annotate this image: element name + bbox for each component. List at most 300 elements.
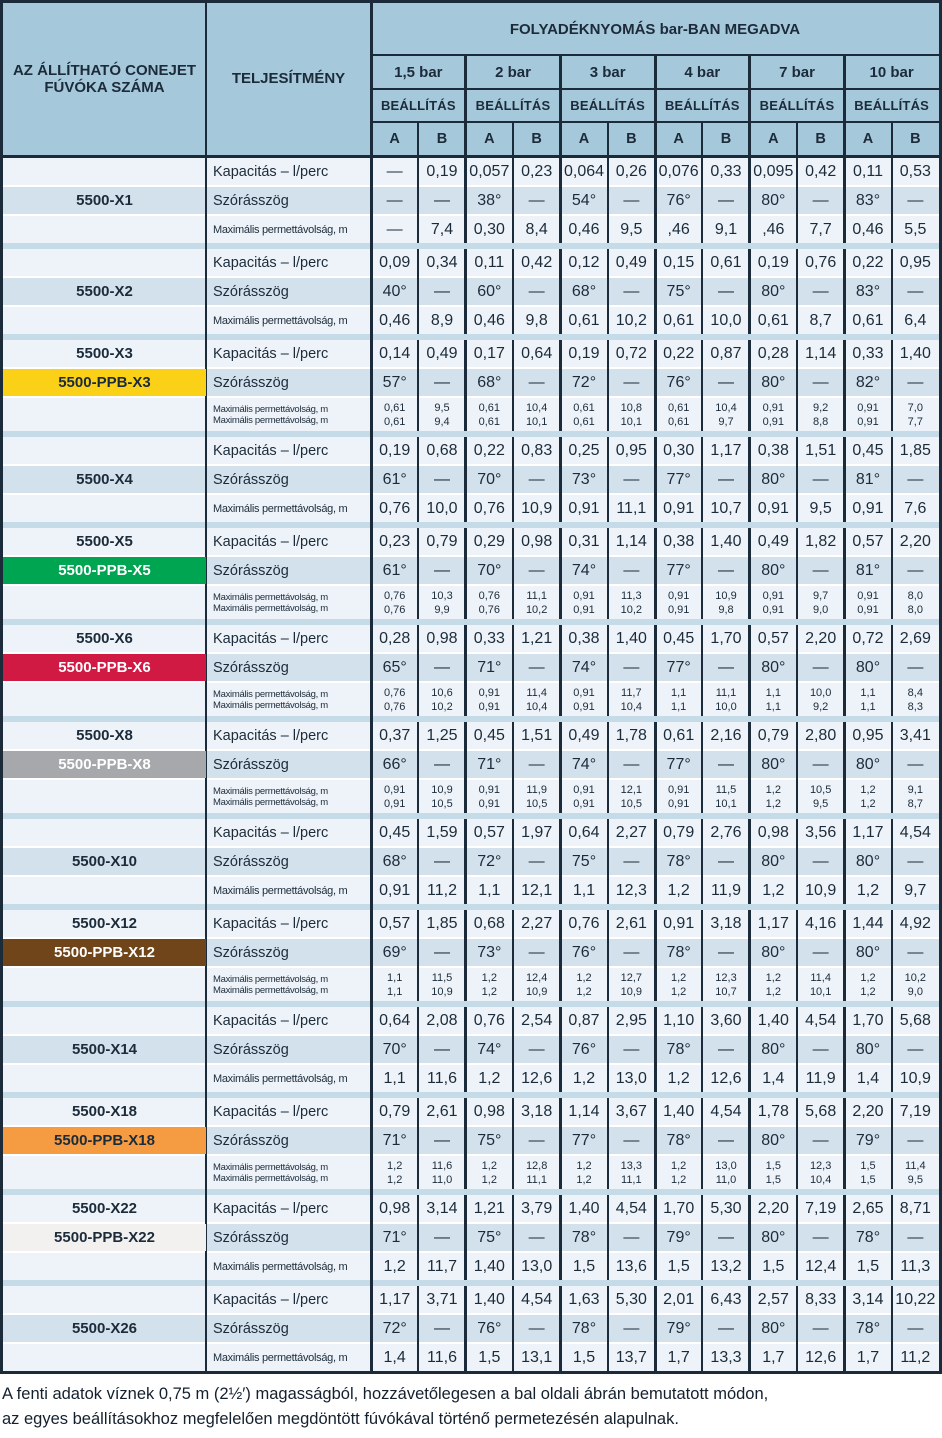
data-value-line: 1,2 (671, 985, 687, 998)
data-cell: 1,70 (852, 1011, 884, 1029)
data-cell: — (528, 943, 545, 961)
data-cell: 4,54 (615, 1199, 647, 1217)
data-cell: — (812, 470, 829, 488)
data-cell: — (528, 1131, 545, 1149)
data-cell: 2,80 (805, 726, 837, 744)
data-cell: — (717, 561, 734, 579)
data-cell: 12,3 (615, 881, 647, 899)
data-value-line: 1,2 (481, 971, 497, 984)
data-value-line: 1,1 (671, 686, 687, 699)
data-cell: 0,95 (899, 253, 931, 271)
data-cell: — (907, 943, 924, 961)
vertical-divider (654, 55, 657, 155)
data-cell: 9,8 (525, 311, 548, 329)
data-value-line: 9,7 (718, 415, 734, 428)
data-value-line: 12,8 (525, 1159, 548, 1172)
row-label-capacity: Kapacitás – l/perc (213, 915, 329, 932)
data-cell: 2,20 (805, 629, 837, 647)
data-cell: 13,2 (710, 1257, 742, 1275)
footnote (0, 1374, 942, 1438)
data-cell: 6,4 (904, 311, 927, 329)
row-label-angle: Szórásszög (213, 1320, 289, 1337)
data-cell: 13,7 (615, 1348, 647, 1366)
data-cell: 2,20 (757, 1199, 789, 1217)
data-cell: 80° (855, 755, 881, 773)
data-cell: 11,6 (427, 1348, 457, 1366)
data-value-line: 0,91 (573, 589, 595, 602)
data-cell: 1,14 (805, 344, 837, 362)
data-cell (560, 683, 607, 716)
data-cell: 0,46 (379, 311, 411, 329)
data-value-line: 9,8 (718, 603, 734, 616)
data-cell: — (907, 282, 924, 300)
data-value-line: 1,2 (671, 1159, 687, 1172)
data-cell: 0,31 (568, 532, 600, 550)
data-cell: 0,53 (899, 162, 931, 180)
header-pressure-6: 10 bar (869, 63, 914, 81)
data-cell (702, 683, 749, 716)
data-cell: 78° (666, 852, 691, 870)
data-cell: 75° (477, 1228, 502, 1246)
data-cell: — (623, 470, 640, 488)
data-cell: 3,18 (710, 914, 742, 932)
data-cell (418, 1156, 465, 1189)
ppb-color-band: 5500-PPB-X18 (3, 1127, 206, 1154)
data-cell: 80° (855, 1040, 881, 1058)
data-cell: — (717, 658, 734, 676)
ppb-color-band: 5500-PPB-X5 (3, 557, 206, 584)
data-cell: — (528, 658, 545, 676)
data-cell: — (433, 1040, 450, 1058)
data-cell: 0,68 (426, 441, 458, 459)
header-setting-2: BEÁLLÍTÁS (475, 98, 551, 113)
data-cell: — (433, 1319, 450, 1337)
vertical-divider (843, 55, 846, 155)
data-cell: 7,7 (809, 220, 832, 238)
data-cell: — (623, 852, 640, 870)
data-cell: 77° (571, 1131, 597, 1149)
data-cell (418, 683, 465, 716)
data-cell: 1,5 (572, 1348, 596, 1366)
data-cell: 80° (761, 561, 786, 579)
data-cell: 80° (761, 1319, 786, 1337)
data-cell (655, 586, 702, 619)
data-cell: 0,79 (663, 823, 695, 841)
data-cell: 0,49 (757, 532, 789, 550)
data-cell: 1,40 (473, 1290, 505, 1308)
data-cell: 70° (477, 561, 502, 579)
data-cell: 1,51 (521, 726, 553, 744)
data-cell: 76° (571, 943, 597, 961)
row-label-distance (206, 968, 371, 1001)
data-cell (418, 968, 465, 1001)
data-cell (797, 780, 844, 813)
model-label: 5500-X22 (71, 1200, 138, 1217)
data-cell: 7,19 (805, 1199, 837, 1217)
data-cell (466, 586, 513, 619)
data-value-line: 0,61 (478, 415, 501, 428)
data-value-line: 1,2 (860, 971, 876, 984)
data-cell: 1,14 (615, 532, 647, 550)
header-sub-b: B (815, 130, 826, 147)
data-cell: 78° (855, 1319, 881, 1337)
data-cell: 7,4 (430, 220, 454, 238)
data-cell: 0,79 (757, 726, 789, 744)
data-value-line: 7,7 (907, 415, 923, 428)
row-label-distance-line: Maximális permettávolság, m (213, 1172, 328, 1184)
data-value-line: 0,76 (383, 603, 406, 616)
data-cell: 2,20 (899, 532, 931, 550)
data-cell: 1,7 (667, 1348, 690, 1366)
data-cell: ,46 (762, 220, 785, 238)
data-cell: 0,61 (663, 726, 695, 744)
data-value-line: 8,0 (907, 603, 923, 616)
row-label-distance: Maximális permettávolság, m (213, 223, 348, 236)
row-label-angle: Szórásszög (213, 944, 289, 961)
vertical-divider (748, 55, 751, 155)
data-value-line: 1,2 (765, 985, 781, 998)
data-cell: 1,4 (856, 1069, 880, 1087)
row-label-capacity: Kapacitás – l/perc (213, 345, 329, 362)
data-cell: 1,40 (757, 1011, 789, 1029)
data-value-line: 11,1 (526, 589, 547, 602)
section-5500-X1 (3, 158, 939, 243)
data-cell: — (623, 1131, 640, 1149)
data-cell: 0,76 (379, 499, 411, 517)
data-cell: 0,61 (568, 311, 600, 329)
data-cell: 80° (761, 373, 786, 391)
data-cell: 9,7 (904, 881, 927, 899)
data-cell (750, 1156, 797, 1189)
data-cell: — (433, 282, 450, 300)
data-cell: 2,65 (852, 1199, 884, 1217)
data-cell: — (623, 1319, 640, 1337)
data-cell: 1,2 (383, 1257, 406, 1275)
header-setting-5: BEÁLLÍTÁS (759, 98, 835, 113)
data-cell: — (528, 561, 545, 579)
data-cell: — (433, 561, 450, 579)
data-cell: 0,28 (379, 629, 411, 647)
data-cell: — (907, 470, 924, 488)
data-value-line: 1,5 (860, 1173, 876, 1186)
row-label-distance: Maximális permettávolság, m (213, 1072, 348, 1085)
header-pressure-5: 7 bar (779, 63, 815, 81)
data-cell: 8,4 (525, 220, 548, 238)
data-cell (797, 586, 844, 619)
data-cell: — (623, 282, 640, 300)
data-cell: 0,76 (473, 1011, 505, 1029)
data-cell: — (812, 561, 829, 579)
data-value-line: 1,2 (765, 797, 781, 810)
data-cell: 2,57 (757, 1290, 789, 1308)
data-cell: 61° (382, 470, 407, 488)
data-cell: 4,16 (805, 914, 837, 932)
data-cell: — (433, 1131, 450, 1149)
row-label-distance (206, 398, 371, 431)
header-sub-b: B (436, 130, 448, 147)
section-5500-X10 (3, 819, 939, 904)
header-sub-b: B (626, 130, 637, 147)
data-cell: 40° (382, 282, 407, 300)
data-cell: 13,0 (615, 1069, 647, 1087)
row-label-distance-line: Maximális permettávolság, m (213, 984, 328, 996)
data-cell: 80° (761, 852, 786, 870)
data-cell (608, 1156, 655, 1189)
data-cell: — (812, 1131, 829, 1149)
data-value-line: 0,91 (667, 603, 690, 616)
data-value-line: 12,4 (525, 971, 548, 984)
data-cell (655, 398, 702, 431)
data-cell: 0,19 (379, 441, 411, 459)
data-cell: 81° (855, 561, 881, 579)
data-cell: 1,7 (856, 1348, 880, 1366)
data-value-line: 8,8 (813, 415, 829, 428)
data-cell: 54° (571, 191, 597, 209)
data-cell: — (623, 658, 640, 676)
data-cell: 0,64 (521, 344, 553, 362)
data-cell: 80° (761, 1228, 786, 1246)
data-value-line: 10,5 (620, 797, 643, 810)
data-value-line: 1,2 (671, 971, 687, 984)
data-value-line: 9,7 (813, 589, 829, 602)
data-cell: 80° (761, 943, 786, 961)
data-value-line: 10,2 (431, 700, 453, 713)
data-cell (560, 780, 607, 813)
data-cell: — (717, 1040, 734, 1058)
row-label-distance: Maximális permettávolság, m (213, 1260, 348, 1273)
header-pressure-2: 2 bar (495, 63, 531, 81)
data-cell: 0,68 (473, 914, 505, 932)
data-cell: 2,54 (521, 1011, 553, 1029)
horizontal-divider (371, 54, 939, 56)
horizontal-divider (371, 121, 939, 123)
data-value-line: 0,61 (667, 415, 690, 428)
data-cell: 79° (855, 1131, 881, 1149)
data-cell (702, 398, 749, 431)
data-value-line: 1,2 (860, 797, 876, 810)
data-cell: 79° (666, 1319, 691, 1337)
data-cell: 1,70 (663, 1199, 695, 1217)
data-cell: 1,59 (426, 823, 458, 841)
data-cell: 75° (666, 282, 691, 300)
row-label-distance-line: Maximális permettávolság, m (213, 796, 328, 808)
data-cell: — (812, 373, 829, 391)
data-cell (844, 1156, 891, 1189)
data-cell: 0,98 (379, 1199, 411, 1217)
vertical-divider (607, 122, 609, 155)
data-cell: 77° (666, 658, 691, 676)
data-cell: 3,67 (615, 1102, 647, 1120)
data-cell: 0,28 (757, 344, 789, 362)
data-cell: 2,16 (710, 726, 742, 744)
horizontal-divider (371, 88, 939, 90)
data-cell: 9,5 (620, 220, 643, 238)
data-cell: 10,2 (615, 311, 647, 329)
data-cell: — (528, 191, 545, 209)
data-value-line: 10,7 (715, 985, 737, 998)
data-cell: 4,54 (899, 823, 931, 841)
data-cell: 0,98 (426, 629, 458, 647)
row-label-distance: Maximális permettávolság, m (213, 884, 348, 897)
data-cell: 80° (761, 470, 786, 488)
data-cell: 61° (382, 561, 407, 579)
data-cell: — (433, 852, 450, 870)
data-cell: 1,63 (568, 1290, 600, 1308)
header-sub-a: A (484, 130, 495, 147)
data-cell: 1,10 (663, 1011, 695, 1029)
data-cell: 1,70 (710, 629, 742, 647)
vertical-divider (370, 3, 373, 155)
data-cell: 69° (382, 943, 407, 961)
header-sub-b: B (531, 130, 542, 147)
data-cell: — (528, 373, 545, 391)
data-cell (797, 968, 844, 1001)
data-cell: — (717, 470, 734, 488)
data-cell: 12,6 (521, 1069, 553, 1087)
data-cell: 1,40 (663, 1102, 695, 1120)
data-value-line: 9,5 (434, 401, 450, 414)
data-cell (371, 968, 418, 1001)
data-cell: 1,78 (615, 726, 647, 744)
data-cell (608, 968, 655, 1001)
data-cell: 0,15 (663, 253, 695, 271)
row-label-capacity: Kapacitás – l/perc (213, 163, 329, 180)
row-label-distance (206, 586, 371, 619)
data-cell: 71° (382, 1228, 407, 1246)
row-label-distance-line: Maximális permettávolság, m (213, 403, 328, 415)
vertical-divider (205, 3, 207, 155)
data-value-line: 0,61 (478, 401, 501, 414)
data-cell: 8,9 (430, 311, 454, 329)
data-cell: 0,57 (379, 914, 411, 932)
data-cell: 0,79 (379, 1102, 411, 1120)
data-cell: 71° (477, 755, 502, 773)
data-cell: 1,85 (899, 441, 931, 459)
data-cell: 1,21 (521, 629, 553, 647)
data-cell: 1,40 (899, 344, 931, 362)
row-label-capacity: Kapacitás – l/perc (213, 442, 329, 459)
data-value-line: 1,2 (765, 971, 781, 984)
data-cell: 3,79 (521, 1199, 553, 1217)
row-label-angle: Szórásszög (213, 1041, 289, 1058)
data-cell: 80° (761, 755, 786, 773)
data-cell (560, 968, 607, 1001)
data-value-line: 0,76 (478, 589, 501, 602)
data-cell: 77° (666, 470, 691, 488)
data-cell: 12,1 (521, 881, 553, 899)
table-body (3, 158, 939, 1371)
data-cell: ,46 (667, 220, 690, 238)
data-cell (655, 1156, 702, 1189)
data-value-line: 10,4 (525, 401, 548, 414)
data-cell: — (907, 373, 924, 391)
header-sub-a: A (768, 130, 779, 147)
data-cell: 10,7 (710, 499, 742, 517)
data-cell: 1,1 (572, 881, 596, 899)
data-value-line: 0,91 (478, 783, 501, 796)
ppb-color-band: 5500-PPB-X8 (3, 751, 206, 778)
data-cell: 1,2 (572, 1069, 596, 1087)
data-cell: 2,69 (899, 629, 931, 647)
data-cell: 0,45 (852, 441, 884, 459)
data-cell: 75° (477, 1131, 502, 1149)
header-setting-3: BEÁLLÍTÁS (570, 98, 646, 113)
data-cell: — (386, 220, 403, 238)
section-5500-X22 (3, 1195, 939, 1280)
data-value-line: 10,5 (525, 797, 548, 810)
data-cell: 0,83 (521, 441, 553, 459)
data-cell (513, 780, 560, 813)
data-cell: 11,2 (900, 1348, 931, 1366)
data-cell: 78° (666, 1131, 691, 1149)
model-label: 5500-X3 (76, 345, 133, 362)
data-cell (371, 1156, 418, 1189)
data-value-line: 0,91 (762, 401, 785, 414)
data-cell: 0,45 (663, 629, 695, 647)
vertical-divider (701, 122, 703, 155)
row-label-capacity: Kapacitás – l/perc (213, 1012, 329, 1029)
data-value-line: 10,4 (809, 1173, 832, 1186)
data-value-line: 0,91 (573, 797, 595, 810)
data-cell: — (812, 191, 829, 209)
data-cell: 1,97 (521, 823, 553, 841)
data-cell: 7,6 (904, 499, 927, 517)
data-value-line: 1,5 (765, 1159, 781, 1172)
row-label-capacity: Kapacitás – l/perc (213, 630, 329, 647)
data-cell: — (717, 943, 734, 961)
vertical-divider (464, 55, 467, 155)
data-value-line: 9,2 (813, 401, 829, 414)
data-cell: — (528, 1228, 545, 1246)
data-cell: 0,057 (469, 162, 510, 180)
data-value-line: 0,91 (478, 686, 501, 699)
data-cell (466, 780, 513, 813)
row-label-capacity: Kapacitás – l/perc (213, 727, 329, 744)
model-label: 5500-X14 (71, 1041, 138, 1058)
data-value-line: 1,1 (387, 971, 403, 984)
data-cell: 1,17 (710, 441, 742, 459)
data-cell: 1,17 (852, 823, 884, 841)
data-value-line: 11,9 (526, 783, 547, 796)
data-cell: 9,5 (809, 499, 832, 517)
data-cell: — (907, 658, 924, 676)
data-value-line: 10,2 (525, 603, 548, 616)
data-cell: 0,76 (568, 914, 600, 932)
data-cell: — (433, 755, 450, 773)
data-value-line: 1,2 (387, 1173, 403, 1186)
data-value-line: 10,8 (620, 401, 643, 414)
data-cell: — (812, 1040, 829, 1058)
data-cell: — (528, 755, 545, 773)
data-cell: 1,4 (762, 1069, 785, 1087)
data-value-line: 9,4 (434, 415, 450, 428)
data-cell (844, 586, 891, 619)
data-cell: 0,33 (473, 629, 505, 647)
data-cell (560, 1156, 607, 1189)
header-sub-a: A (389, 130, 400, 147)
data-cell: 73° (571, 470, 597, 488)
data-cell: 0,91 (757, 499, 789, 517)
data-cell (560, 398, 607, 431)
data-value-line: 1,2 (671, 1173, 687, 1186)
data-cell: — (623, 1228, 640, 1246)
data-cell: 10,0 (710, 311, 742, 329)
data-value-line: 1,5 (765, 1173, 781, 1186)
header-nozzle-number: AZ ÁLLÍTHATÓ CONEJET FÚVÓKA SZÁMA (12, 61, 197, 96)
data-cell: 10,0 (426, 499, 458, 517)
data-value-line: 1,2 (860, 783, 876, 796)
data-cell: 0,64 (568, 823, 600, 841)
